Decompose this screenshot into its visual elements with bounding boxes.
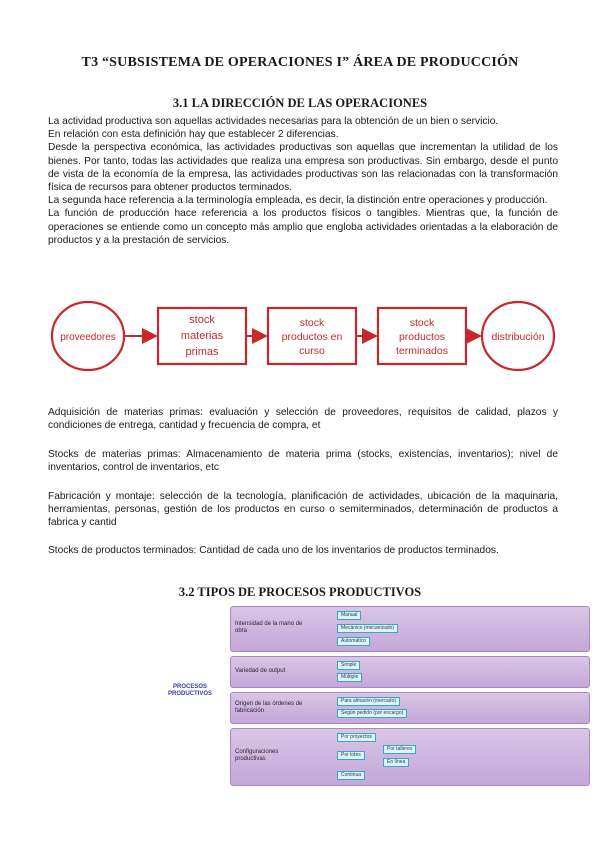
process-group bbox=[230, 606, 590, 652]
production-flow-diagram bbox=[48, 296, 558, 376]
group-item: Manual bbox=[337, 611, 361, 620]
group-item: Según pedido (por encargo) bbox=[337, 709, 407, 718]
group-label: Configuraciones productivas bbox=[235, 749, 279, 762]
group-item: Para almacén (mercado) bbox=[337, 697, 400, 706]
process-group bbox=[230, 728, 590, 786]
flow-node-label: distribución bbox=[491, 331, 545, 343]
group-item: Por talleres bbox=[383, 745, 416, 754]
description-stocks-materias: Stocks de materias primas: Almacenamiento de materia prima (stocks, existencias, inventarios); nivel de inventarios, control de inventarios, etc bbox=[48, 449, 558, 474]
flow-node-label: productos en bbox=[281, 331, 343, 343]
group-item: Múltiple bbox=[337, 673, 362, 682]
flow-node-label: stock bbox=[409, 317, 435, 329]
group-item: Automático bbox=[337, 637, 370, 646]
group-label: Intensidad de la mano de obra bbox=[235, 621, 303, 634]
group-item: En línea bbox=[383, 758, 409, 767]
group-item: Simple bbox=[337, 661, 360, 670]
group-label: Variedad de output bbox=[235, 668, 286, 674]
section-heading-3-1: 3.1 LA DIRECCIÓN DE LAS OPERACIONES bbox=[172, 96, 428, 110]
process-group bbox=[230, 656, 590, 688]
paragraph: La función de producción hace referencia a los productos físicos o tangibles. Mientras que, la función de operaciones se entiende como un concepto más amplio que engloba actividades orientadas a la elaboración de productos y a la prestación de servicios. bbox=[48, 208, 558, 246]
process-group bbox=[230, 692, 590, 724]
paragraph: En relación con esta definición hay que establecer 2 diferencias. bbox=[48, 129, 339, 141]
paragraph: La actividad productiva son aquellas actividades necesarias para la obtención de un bien o servicio. bbox=[48, 116, 499, 127]
flow-node-label: terminados bbox=[396, 345, 448, 357]
flow-node-label: productos bbox=[398, 331, 446, 343]
section-heading-3-2: 3.2 TIPOS DE PROCESOS PRODUCTIVOS bbox=[178, 585, 422, 599]
description-materias-primas: Adquisición de materias primas: evaluación y selección de proveedores, requisitos de calidad, plazos y condiciones de entrega, cantidad y frecuencia de compra, et bbox=[48, 407, 558, 432]
group-label: Origen de las órdenes de fabricación bbox=[235, 701, 303, 714]
description-stocks-terminados: Stocks de productos terminados: Cantidad de cada uno de los inventarios de productos terminados. bbox=[48, 545, 499, 556]
description-fabricacion: Fabricación y montaje: selección de la tecnología, planificación de actividades, ubicación de la maquinaria, herramientas, personas, gestión de los productos en curso o semiterminados, determinación de productos a fabrica y cantid bbox=[48, 491, 558, 529]
section-1-body bbox=[48, 115, 558, 247]
flow-node-label: stock bbox=[189, 314, 215, 326]
flow-node-label: primas bbox=[185, 346, 219, 358]
document-title: T3 “SUBSISTEMA DE OPERACIONES I” ÁREA DE PRODUCCIÓN bbox=[81, 55, 519, 70]
group-item: Por lotes bbox=[337, 751, 365, 760]
paragraph: La segunda hace referencia a la terminología empleada, es decir, la distinción entre operaciones y producción. bbox=[48, 195, 548, 207]
flow-node-label: curso bbox=[299, 345, 325, 357]
group-item: Mecánico (mecanizado) bbox=[337, 624, 398, 633]
flow-node-label: stock bbox=[299, 317, 325, 329]
diagram-root-label: PROCESOS PRODUCTIVOS bbox=[167, 684, 212, 697]
group-item: Por proyectos bbox=[337, 733, 376, 742]
flow-node-label: proveedores bbox=[60, 332, 116, 343]
paragraph: Desde la perspectiva económica, las actividades productivas son aquellas que incrementan la utilidad de los bienes. Por tanto, todas las actividades que realiza una empresa son productivas. Sin embargo, desde el punto de vista de la economía de la empresa, las actividades productivas son las relacionadas con la transformación física de recursos para obtener productos terminados. bbox=[48, 142, 558, 194]
flow-node-label: materias bbox=[180, 330, 224, 342]
process-types-diagram bbox=[160, 604, 440, 800]
group-item: Continua bbox=[337, 771, 365, 780]
